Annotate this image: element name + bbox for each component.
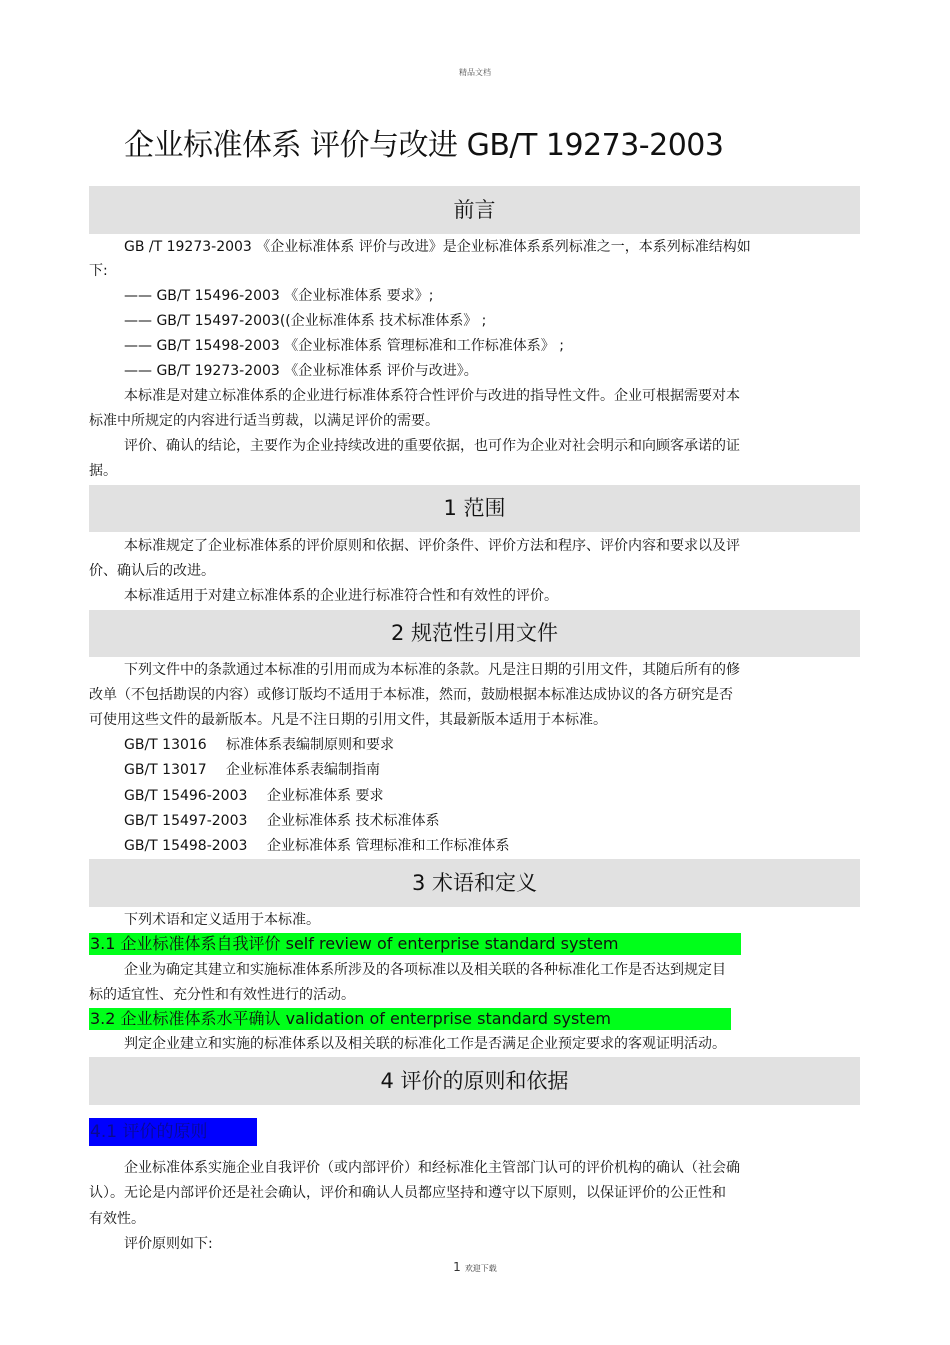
- terms-intro: 下列术语和定义适用于本标准。: [124, 912, 320, 928]
- document-title: 企业标准体系 评价与改进 GB/T 19273-2003: [124, 128, 724, 163]
- reference-name: 企业标准体系表编制指南: [226, 762, 380, 778]
- section-heading-scope: 1 范围: [89, 485, 860, 532]
- principles-paragraph-1c: 有效性。: [89, 1211, 145, 1227]
- reference-name: 标准体系表编制原则和要求: [226, 737, 394, 753]
- references-paragraph-1b: 改单（不包括勘误的内容）或修订版均不适用于本标准，然而，鼓励根据本标准达成协议的各方研究是否: [89, 687, 733, 703]
- scope-paragraph-1b: 价、确认后的改进。: [89, 563, 215, 579]
- foreword-paragraph-1a: GB /T 19273-2003 《企业标准体系 评价与改进》是企业标准体系系列标准之一，本系列标准结构如: [124, 239, 751, 255]
- foreword-paragraph-3a: 评价、确认的结论，主要作为企业持续改进的重要依据，也可作为企业对社会明示和向顾客承诺的证: [124, 438, 740, 454]
- foreword-list-item: —— GB/T 15497-2003((企业标准体系 技术标准体系》 ;: [124, 313, 487, 329]
- term-3-2-heading: 3.2 企业标准体系水平确认 validation of enterprise standard system: [89, 1008, 731, 1030]
- foreword-list-item: —— GB/T 15498-2003 《企业标准体系 管理标准和工作标准体系》 ;: [124, 338, 564, 354]
- reference-code: GB/T 15498-2003: [124, 838, 248, 854]
- term-3-1-definition-a: 企业为确定其建立和实施标准体系所涉及的各项标准以及相关联的各种标准化工作是否达到规定目: [124, 962, 726, 978]
- scope-paragraph-2: 本标准适用于对建立标准体系的企业进行标准符合性和有效性的评价。: [124, 588, 558, 604]
- references-paragraph-1c: 可使用这些文件的最新版本。凡是不注日期的引用文件，其最新版本适用于本标准。: [89, 712, 607, 728]
- reference-item: [89, 735, 860, 755]
- foreword-list-item: —— GB/T 15496-2003 《企业标准体系 要求》;: [124, 288, 434, 304]
- header-note: 精品文档: [459, 68, 491, 77]
- foreword-paragraph-2b: 标准中所规定的内容进行适当剪裁，以满足评价的需要。: [89, 413, 439, 429]
- section-heading-principles: 4 评价的原则和依据: [89, 1057, 860, 1105]
- scope-paragraph-1a: 本标准规定了企业标准体系的评价原则和依据、评价条件、评价方法和程序、评价内容和要求以及评: [124, 538, 740, 554]
- section-heading-foreword: 前言: [89, 186, 860, 234]
- reference-name: 企业标准体系 要求: [267, 788, 384, 804]
- footer-note: 欢迎下载: [464, 1264, 497, 1273]
- term-3-1-heading: 3.1 企业标准体系自我评价 self review of enterprise standard system: [89, 933, 741, 955]
- principles-paragraph-1a: 企业标准体系实施企业自我评价（或内部评价）和经标准化主管部门认可的评价机构的确认（社会确: [124, 1160, 740, 1176]
- reference-name: 企业标准体系 管理标准和工作标准体系: [267, 838, 510, 854]
- references-paragraph-1a: 下列文件中的条款通过本标准的引用而成为本标准的条款。凡是注日期的引用文件，其随后所有的修: [124, 662, 740, 678]
- term-3-2-definition: 判定企业建立和实施的标准体系以及相关联的标准化工作是否满足企业预定要求的客观证明活动。: [124, 1036, 726, 1052]
- foreword-paragraph-1b: 下:: [89, 263, 108, 279]
- page-number: 1: [453, 1260, 461, 1274]
- reference-code: GB/T 15497-2003: [124, 813, 248, 829]
- reference-item: [89, 786, 860, 806]
- foreword-paragraph-2a: 本标准是对建立标准体系的企业进行标准体系符合性评价与改进的指导性文件。企业可根据需要对本: [124, 388, 740, 404]
- principles-paragraph-1b: 认）。无论是内部评价还是社会确认，评价和确认人员都应坚持和遵守以下原则，以保证评价的公正性和: [89, 1185, 726, 1201]
- reference-code: GB/T 13017: [124, 762, 207, 778]
- reference-code: GB/T 13016: [124, 737, 207, 753]
- reference-item: [89, 760, 860, 780]
- principles-paragraph-2: 评价原则如下:: [124, 1236, 213, 1252]
- term-3-1-definition-b: 标的适宜性、充分性和有效性进行的活动。: [89, 987, 355, 1003]
- reference-code: GB/T 15496-2003: [124, 788, 248, 804]
- subsection-4-1-heading: 4.1 评价的原则: [89, 1118, 257, 1146]
- foreword-paragraph-3b: 据。: [89, 463, 117, 479]
- reference-item: [89, 836, 860, 856]
- reference-item: [89, 811, 860, 831]
- page-footer: [0, 1260, 950, 1274]
- section-heading-terms: 3 术语和定义: [89, 859, 860, 907]
- foreword-list-item: —— GB/T 19273-2003 《企业标准体系 评价与改进》。: [124, 363, 478, 379]
- section-heading-references: 2 规范性引用文件: [89, 610, 860, 657]
- reference-name: 企业标准体系 技术标准体系: [267, 813, 440, 829]
